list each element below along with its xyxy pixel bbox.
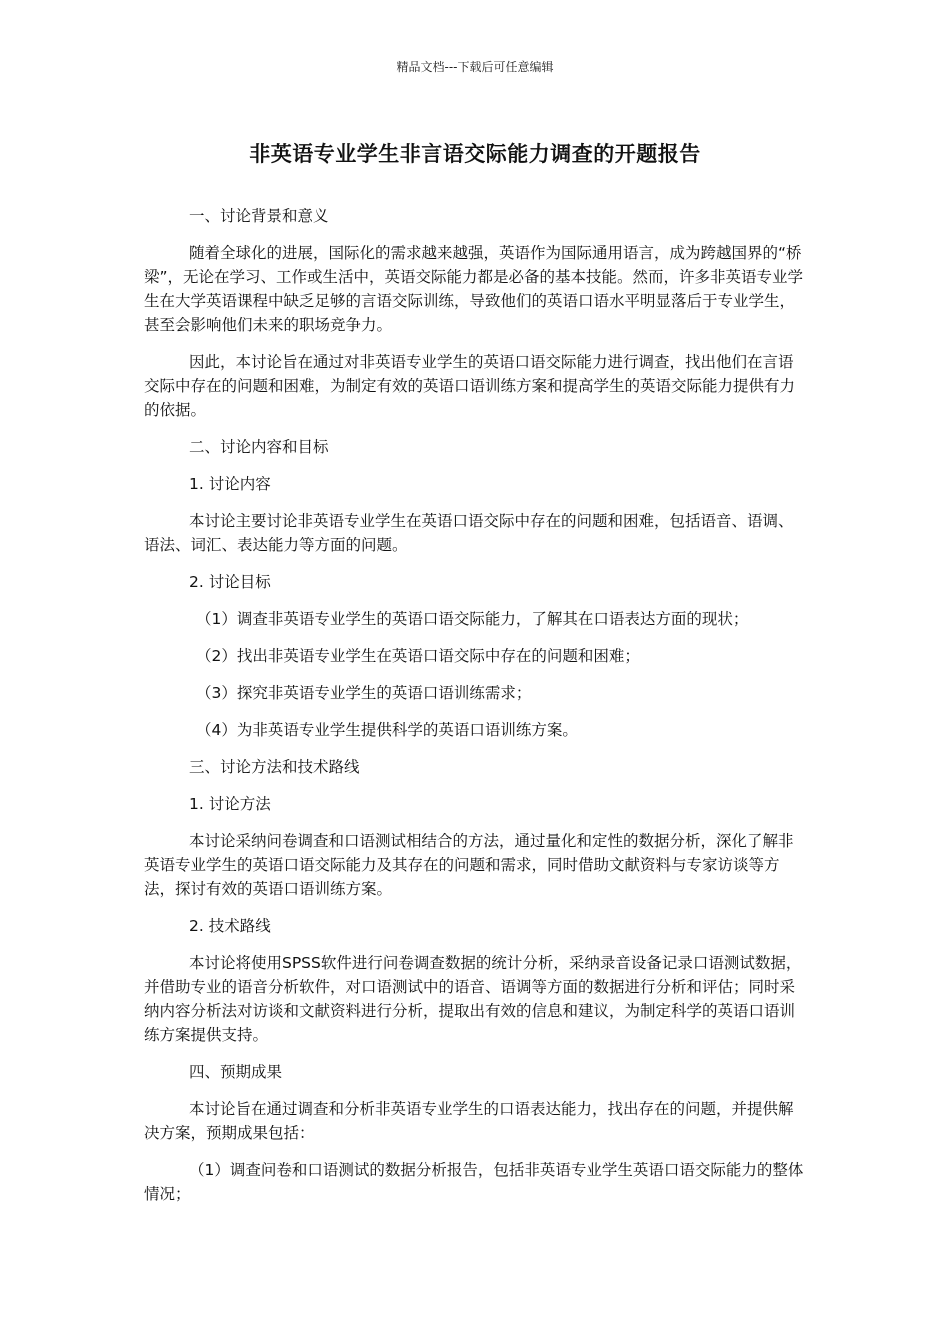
subheading-goals: 2. 讨论目标 (189, 573, 271, 591)
subheading-tech-route: 2. 技术路线 (189, 917, 271, 935)
paragraph-background-1: 随着全球化的进展，国际化的需求越来越强，英语作为国际通用语言，成为跨越国界的“桥梁”，无论在学习、工作或生活中，英语交际能力都是必备的基本技能。然而，许多非英语专业学生在大学英语课程中缺乏足够的言语交际训练，导致他们的英语口语水平明显落后于专业学生，甚至会影响他们未来的职场竞争力。 (144, 244, 804, 334)
outcome-item: （1）调查问卷和口语测试的数据分析报告，包括非英语专业学生英语口语交际能力的整体情况； (144, 1161, 804, 1203)
paragraph-tech-route: 本讨论将使用SPSS软件进行问卷调查数据的统计分析，采纳录音设备记录口语测试数据，并借助专业的语音分析软件，对口语测试中的语音、语调等方面的数据进行分析和评估；同时采纳内容分析法对访谈和文献资料进行分析，提取出有效的信息和建议，为制定科学的英语口语训练方案提供支持。 (144, 954, 802, 1044)
goal-item: （1）调查非英语专业学生的英语口语交际能力，了解其在口语表达方面的现状； (196, 610, 749, 628)
paragraph-background-2: 因此，本讨论旨在通过对非英语专业学生的英语口语交际能力进行调查，找出他们在言语交际中存在的问题和困难，为制定有效的英语口语训练方案和提高学生的英语交际能力提供有力的依据。 (144, 353, 796, 419)
section-heading-outcomes: 四、预期成果 (189, 1063, 283, 1081)
document-title: 非英语专业学生非言语交际能力调查的开题报告 (249, 142, 701, 166)
section-heading-background: 一、讨论背景和意义 (189, 207, 329, 225)
subheading-content: 1. 讨论内容 (189, 475, 271, 493)
goal-item: （4）为非英语专业学生提供科学的英语口语训练方案。 (196, 721, 578, 739)
section-heading-methods: 三、讨论方法和技术路线 (189, 758, 360, 776)
paragraph-methods: 本讨论采纳问卷调查和口语测试相结合的方法，通过量化和定性的数据分析，深化了解非英语专业学生的英语口语交际能力及其存在的问题和需求，同时借助文献资料与专家访谈等方法，探讨有效的英语口语训练方案。 (144, 832, 794, 898)
goal-item: （2）找出非英语专业学生在英语口语交际中存在的问题和困难； (196, 647, 640, 665)
paragraph-content: 本讨论主要讨论非英语专业学生在英语口语交际中存在的问题和困难，包括语音、语调、语法、词汇、表达能力等方面的问题。 (144, 512, 794, 554)
subheading-methods: 1. 讨论方法 (189, 795, 271, 813)
section-heading-content-goals: 二、讨论内容和目标 (189, 438, 329, 456)
paragraph-outcomes: 本讨论旨在通过调查和分析非英语专业学生的口语表达能力，找出存在的问题，并提供解决方案，预期成果包括： (144, 1100, 794, 1142)
page-header-watermark: 精品文档---下载后可任意编辑 (396, 60, 554, 74)
goal-item: （3）探究非英语专业学生的英语口语训练需求； (196, 684, 532, 702)
document-body (144, 204, 808, 1219)
